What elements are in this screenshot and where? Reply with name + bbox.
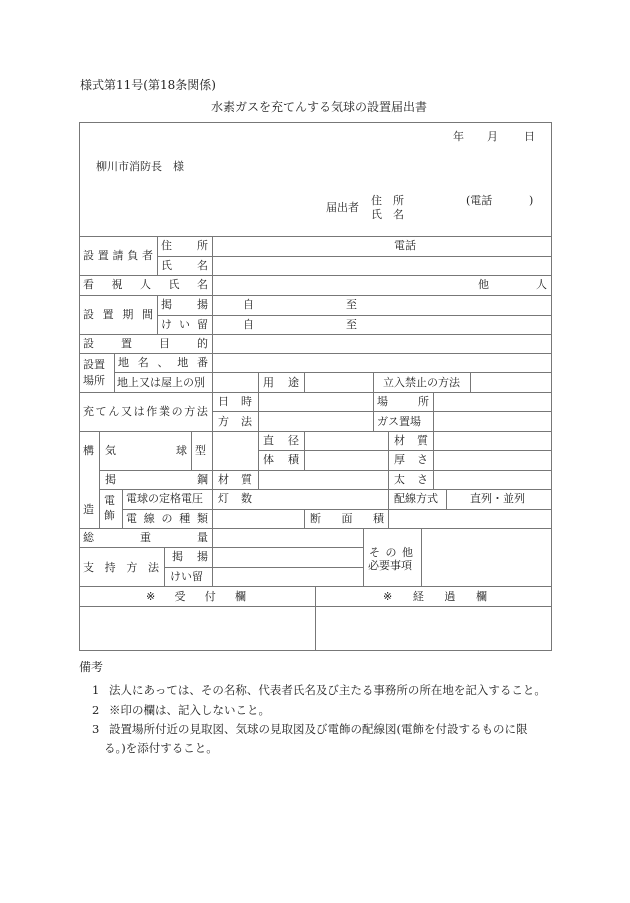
cross-section-label: 断 面 積	[310, 512, 384, 525]
support-raise-label: 掲 揚	[172, 550, 208, 563]
location-address-label: 地 名 、 地 番	[118, 356, 208, 369]
structure-label-top: 構	[83, 444, 94, 457]
volume-field[interactable]	[305, 451, 387, 469]
raise-to-label: 至	[346, 298, 357, 311]
note-1-text: 法人にあっては、その名称、代表者氏名及び主たる事務所の所在地を記入すること。	[109, 683, 546, 697]
type-label: 型	[195, 444, 206, 457]
gas-storage-field[interactable]	[434, 412, 551, 430]
structure-label-bottom: 造	[83, 503, 94, 516]
filling-label: 充 て ん 又 は 作 業 の 方 法	[83, 405, 208, 418]
filling-datetime-label: 日 時	[218, 395, 252, 408]
gas-storage-label: ガス置場	[377, 415, 421, 428]
reception-field	[80, 607, 314, 650]
wiring-method-value[interactable]: 直列・並列	[470, 492, 525, 505]
filling-method-field[interactable]	[259, 412, 372, 430]
other-field[interactable]	[422, 529, 551, 585]
filling-datetime-field[interactable]	[259, 393, 372, 410]
moor-to-label: 至	[346, 318, 357, 331]
purpose-field[interactable]	[213, 335, 551, 352]
addressee: 柳川市消防長 様	[96, 160, 184, 173]
bulb-voltage-field[interactable]	[213, 490, 257, 508]
rope-thickness-label: 太 さ	[394, 473, 428, 486]
location-label-line1: 設置	[83, 358, 105, 371]
bulb-voltage-label: 電球の定格電圧	[126, 492, 203, 505]
date-day: 日	[524, 130, 535, 143]
thickness-label: 厚 さ	[394, 453, 428, 466]
watcher-others-label: 他	[478, 278, 489, 291]
rope-material-field[interactable]	[259, 471, 387, 488]
filling-place-label: 場 所	[377, 395, 429, 408]
filling-method-label: 方 法	[218, 415, 252, 428]
support-moor-field[interactable]	[213, 568, 362, 585]
illumination-label-line1: 電	[104, 494, 115, 507]
no-entry-label: 立入禁止の方法	[383, 376, 460, 389]
balloon-material-label: 材 質	[394, 434, 428, 447]
wire-type-field[interactable]	[213, 510, 303, 527]
name-label-2: 名	[393, 208, 404, 221]
balloon-label: 気 球	[105, 444, 187, 457]
note-2-text: ※印の欄は、記入しないこと。	[109, 703, 270, 717]
note-3-text: 設置場所付近の見取図、気球の見取図及び電飾の配線図(電飾を付設するものに限	[109, 722, 528, 736]
note-1-number: 1	[92, 683, 100, 697]
date-month: 月	[487, 130, 498, 143]
wire-type-label: 電 線 の 種 類	[126, 512, 208, 525]
diameter-label: 直 径	[263, 434, 299, 447]
other-label-line1: そ の 他	[369, 546, 414, 559]
illumination-label-line2: 飾	[104, 509, 115, 522]
contractor-label: 設 置 請 負 者	[83, 249, 153, 262]
thickness-field[interactable]	[434, 451, 551, 469]
contractor-name-label: 氏 名	[161, 259, 208, 272]
period-moor-label: け い 留	[161, 318, 208, 331]
phone-close: )	[529, 194, 534, 207]
lamp-count-label: 灯 数	[218, 492, 252, 505]
contractor-name-field[interactable]	[213, 257, 551, 274]
moor-from-label: 自	[243, 318, 254, 331]
phone-label: (電話	[466, 194, 493, 207]
progress-field	[316, 607, 551, 650]
ground-or-roof-field[interactable]	[213, 373, 257, 391]
contractor-phone-label: 電話	[394, 239, 416, 252]
wiring-method-label: 配線方式	[394, 492, 438, 505]
address-label-1: 住	[371, 194, 382, 207]
applicant-address-field[interactable]	[410, 192, 465, 206]
total-weight-label: 総 重 量	[83, 531, 208, 544]
form-number: 様式第11号(第18条関係)	[80, 78, 216, 92]
balloon-material-field[interactable]	[434, 432, 551, 449]
note-3-number: 3	[92, 722, 100, 736]
location-label-line2: 場所	[83, 374, 105, 387]
rope-label: 掲 鋼	[105, 473, 208, 486]
contractor-address-field[interactable]	[213, 237, 551, 255]
date-year: 年	[453, 130, 464, 143]
note-3-continuation: る。)を添付すること。	[104, 741, 218, 755]
support-moor-label: けい留	[170, 570, 203, 583]
use-field[interactable]	[305, 373, 372, 391]
raise-from-label: 自	[243, 298, 254, 311]
ground-or-roof-label: 地上又は屋上の別	[117, 376, 205, 389]
address-label-2: 所	[393, 194, 404, 207]
notes-title: 備考	[79, 660, 104, 674]
diameter-field[interactable]	[305, 432, 387, 449]
volume-label: 体 積	[263, 453, 299, 466]
other-label-line2: 必要事項	[368, 559, 412, 572]
name-label-1: 氏	[371, 208, 382, 221]
watcher-name-field[interactable]	[213, 276, 473, 294]
progress-label: ※ 経 過 欄	[383, 590, 487, 603]
no-entry-field[interactable]	[471, 373, 551, 391]
form-title: 水素ガスを充てんする気球の設置届出書	[211, 100, 428, 114]
filling-place-field[interactable]	[434, 393, 551, 410]
rope-thickness-field[interactable]	[434, 471, 551, 488]
lamp-count-field[interactable]	[259, 490, 387, 508]
use-label: 用 途	[263, 376, 299, 389]
rope-material-label: 材 質	[218, 473, 252, 486]
period-label: 設 置 期 間	[83, 308, 153, 321]
raise-period-field[interactable]	[213, 296, 551, 314]
balloon-type-field[interactable]	[213, 432, 257, 469]
applicant-name-field[interactable]	[410, 207, 530, 221]
location-address-field[interactable]	[213, 354, 551, 371]
contractor-address-label: 住 所	[161, 239, 208, 252]
moor-period-field[interactable]	[213, 316, 551, 333]
applicant-label: 届出者	[326, 201, 359, 214]
note-2-number: 2	[92, 703, 100, 717]
watcher-persons-label: 人	[536, 278, 547, 291]
purpose-label: 設 置 目 的	[83, 337, 208, 350]
reception-label: ※ 受 付 欄	[146, 590, 246, 603]
cross-section-field[interactable]	[389, 510, 551, 527]
support-raise-field[interactable]	[213, 548, 362, 566]
period-raise-label: 掲 揚	[161, 298, 208, 311]
total-weight-field[interactable]	[213, 529, 362, 546]
watcher-label: 看 視 人 氏 名	[83, 278, 208, 291]
support-label: 支 持 方 法	[83, 561, 159, 574]
